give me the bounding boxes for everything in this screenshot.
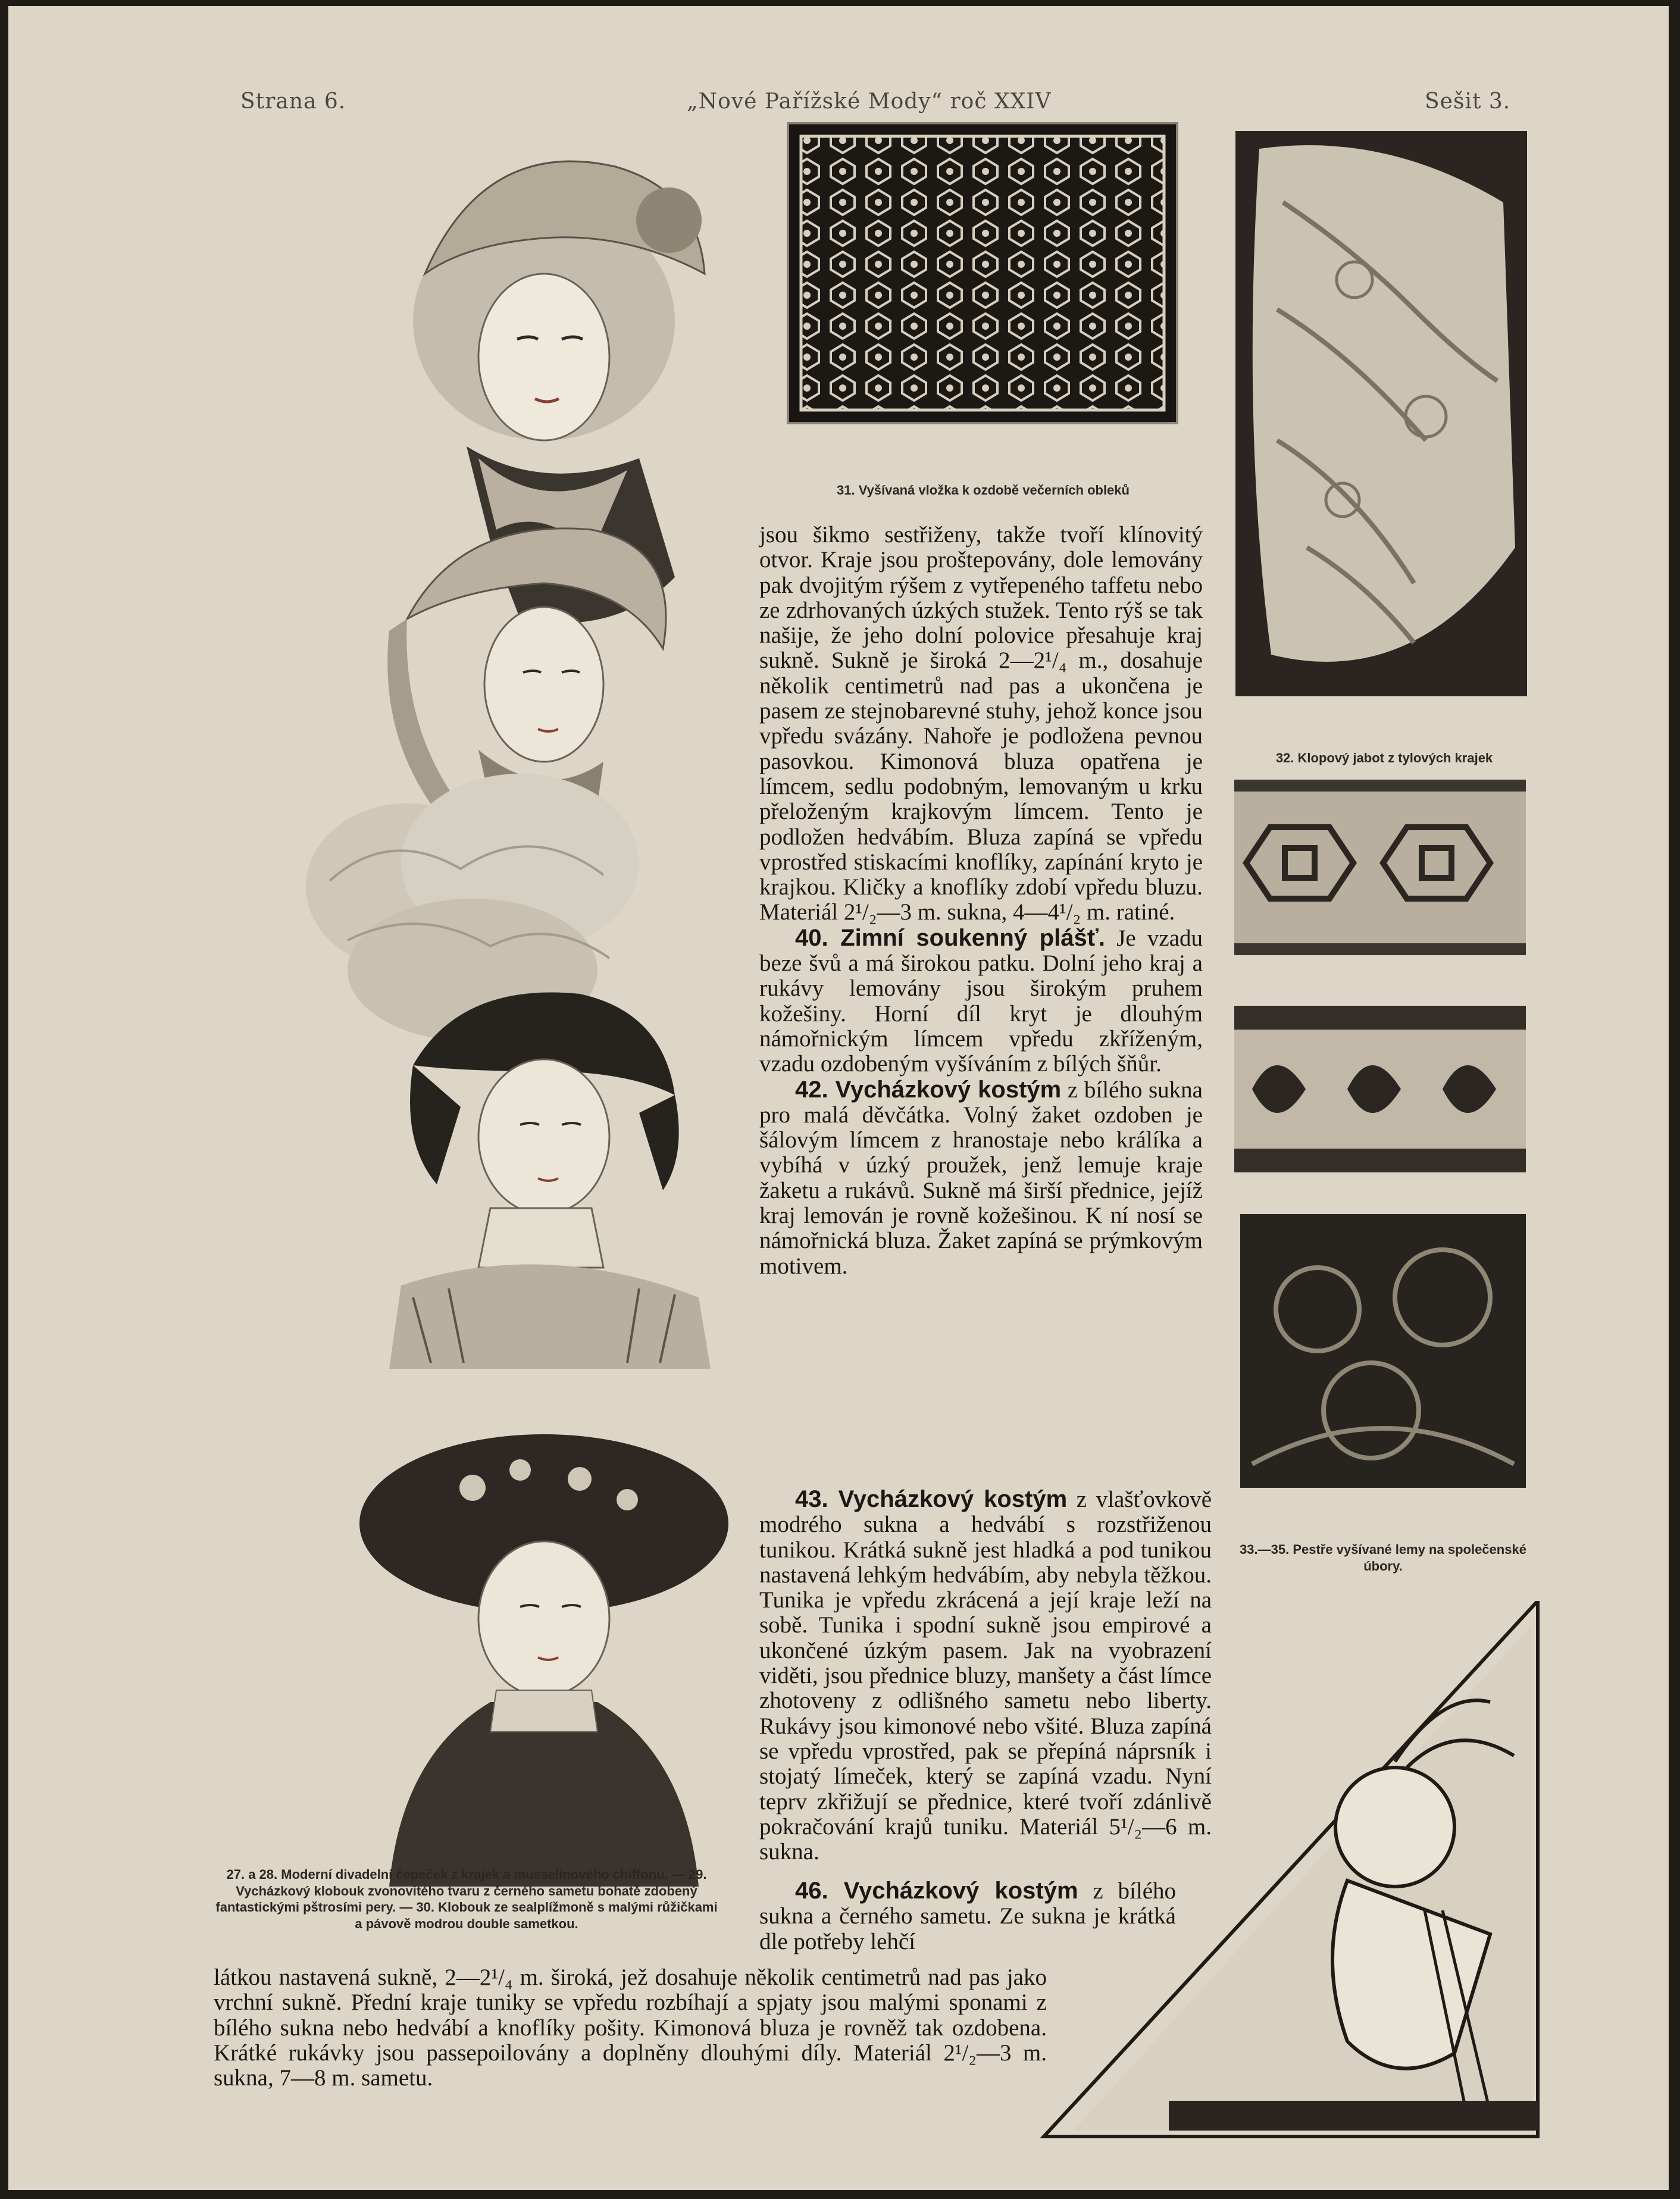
embroidered-insert-image	[787, 122, 1178, 424]
heading-40: 40. Zimní soukenný plášť.	[795, 924, 1105, 951]
paragraph-43	[759, 1487, 1212, 1865]
text-46a: z bílého sukna a černého sametu. Ze sukna je krátká dle potřeby lehčí	[759, 1878, 1176, 1954]
text-43: z vlašťovkově modrého sukna a hedvábí s rozstřiženou tunikou. Krátká sukně jest hladká a pod tunikou nastavená lehkým hedvábím, aby nebyla těžkou. Tunika je vpředu zkrácená a její kraje leží na sobě. Tunika i spodní sukně jsou empirové a ukončené úzkým pasem. Jak na vyobrazení viděti, jsou přednice bluzy, manšety a část límce zhotoveny z odlišného sametu nebo liberty. Rukávy jsou kimonové nebo všité. Bluza zapíná se vpředu vprostřed, pak se přepíná náprsník i stojatý límeček, který se zapíná vzadu. Nyní teprv zkřižují se přednice, které tvoří zdánlivě pokračování krajů tuniku. Materiál 5¹/₂—6 m. sukna.	[759, 1487, 1212, 1865]
text-40: Je vzadu beze švů a má širokou patku. Dolní jeho kraj a rukávy lemovány jsou širokým pruhem kožešiny. Horní díl kryt je dlouhým námořnickým límcem vpředu zkříženým, vzadu ozdobeným vyšíváním z bílých šňůr.	[759, 925, 1203, 1077]
magazine-page	[8, 6, 1669, 2190]
issue-number: Sešit 3.	[1425, 89, 1511, 114]
heading-43: 43. Vycházkový kostým	[795, 1486, 1068, 1512]
text-42: z bílého sukna pro malá děvčátka. Volný žaket ozdoben je šálovým límcem z hranostaje nebo králíka a vybíhá v úzký proužek, jenž lemuje kraje žaketu a rukávů. Sukně má širší přednice, jejíž kraj lemován je rovně kožešinou. K ní nosí se námořnická bluza. Žaket zapíná se prýmkovým motivem.	[759, 1077, 1203, 1279]
paragraph-46	[759, 1878, 1176, 1954]
lady-flowered-hat	[359, 1434, 728, 1887]
paragraph-intro: jsou šikmo sestřiženy, takže tvoří klínovitý otvor. Kraje jsou proštepovány, dole lemovány pak dvojitým rýšem z vytřepeného taffetu nebo ze zdrhovaných úzkých stužek. Tento rýš se tak našije, že jeho dolní polovice přesahuje kraj sukně. Sukně je široká 2—2¹/₄ m., dosahuje několik centimetrů nad pas a ukončena je pasem ze stejnobarevné stuhy, jehož konce jsou vpředu svázány. Nahoře je podložena pevnou pasovkou. Kimonová bluza opatřena je límcem, sedlu podobným, lemovaným u krku přeloženým krajkovým límcem. Tento je podložen hedvábím. Bluza zapíná se vpředu vprostřed stiskacími knoflíky, zapínání kryto je krajkou. Kličky a knoflíky zdobí vpředu bluzu. Materiál 2¹/₂—3 m. sukna, 4—4¹/₂ m. ratiné.	[759, 522, 1203, 925]
magazine-title: „Nové Pařížské Mody“ roč XXIV	[687, 89, 1052, 114]
border-33-image	[1234, 780, 1526, 955]
border-35-image	[1240, 1214, 1526, 1488]
hats-illustration	[211, 125, 746, 1904]
article-column-46	[759, 1878, 1176, 1954]
caption-figs-27-30: 27. a 28. Moderní divadelní čepeček z krajek a musselinového chiffonu. — 29. Vycházkový klobouk zvonovitého tvaru z černého sametu bohatě zdobený fantastickými pštrosími pery. — 30. Klobouk ze sealplížmoně s malými růžičkami a pávově modrou double sametkou.	[215, 1867, 718, 1931]
page-number: Strana 6.	[240, 89, 346, 114]
heading-46: 46. Vycházkový kostým	[795, 1878, 1078, 1904]
border-34-image	[1234, 1006, 1526, 1172]
article-column-lower	[759, 1487, 1506, 1865]
article-column-main	[759, 523, 1203, 1279]
lady-bell-hat	[389, 993, 711, 1369]
caption-fig-31: 31. Vyšívaná vložka k ozdobě večerních obleků	[837, 483, 1130, 498]
paragraph-46-continued: látkou nastavená sukně, 2—2¹/₄ m. široká, jež dosahuje několik centimetrů nad pas jako vrchní sukně. Přední kraje tuniky se vpředu rozbíhají a spjaty jsou malými sponami z bílého sukna nebo hedvábí a knoflíky pošity. Kimonová bluza je rovněž tak ozdobena. Krátké rukávky jsou passepoilovány a doplněny dlouhými díly. Materiál 2¹/₂—3 m. sukna, 7—8 m. sametu.	[214, 1965, 1047, 2091]
paragraph-42	[759, 1077, 1203, 1279]
caption-fig-32: 32. Klopový jabot z tylových krajek	[1275, 750, 1493, 765]
lace-jabot-image	[1235, 131, 1527, 696]
heading-42: 42. Vycházkový kostým	[795, 1076, 1062, 1103]
caption-figs-33-35: 33.—35. Pestře vyšívané lemy na společenské úbory.	[1240, 1542, 1526, 1574]
article-bottom	[214, 1965, 1047, 2091]
paragraph-40	[759, 925, 1203, 1077]
